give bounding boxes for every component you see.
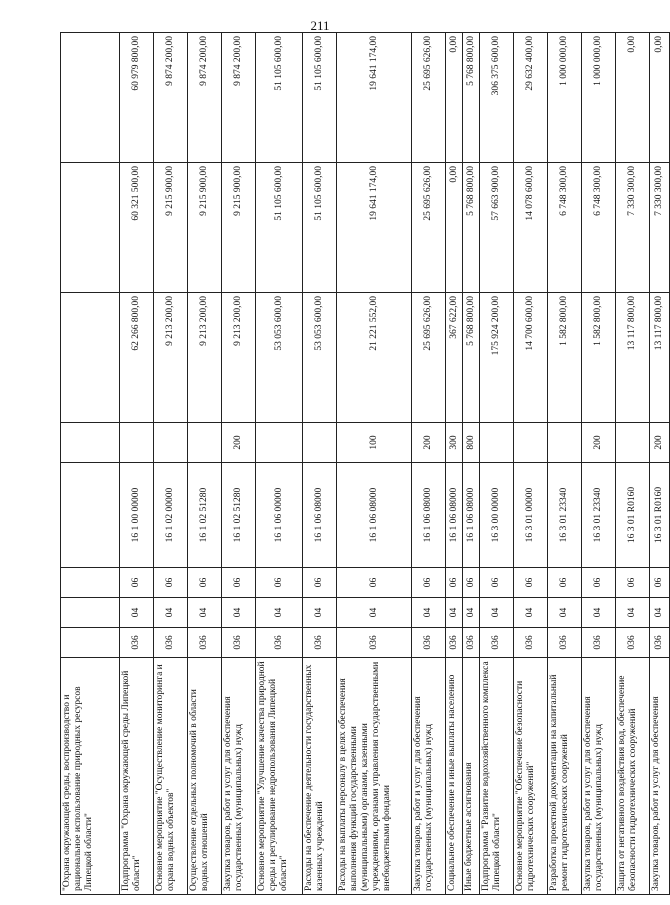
value-year-3: 60 979 800,00: [120, 33, 154, 163]
code-ministry: 036: [120, 628, 154, 658]
value-year-3: 0,00: [446, 33, 463, 163]
code-section: 04: [303, 598, 337, 628]
table-row: [222, 33, 256, 895]
code-subsection: 06: [303, 568, 337, 598]
code-subsection: 06: [548, 568, 582, 598]
value-year-2: 6 748 300,00: [582, 163, 616, 293]
budget-table: [60, 32, 670, 895]
code-section: 04: [188, 598, 222, 628]
value-year-1: 9 213 200,00: [154, 293, 188, 423]
value-year-2: 57 663 900,00: [480, 163, 514, 293]
code-subsection: [61, 568, 120, 598]
table-row: [548, 33, 582, 895]
code-expense-type: [61, 423, 120, 463]
table-row: [650, 33, 670, 895]
table-row: [446, 33, 463, 895]
value-year-2: 14 078 600,00: [514, 163, 548, 293]
value-year-2: 0,00: [446, 163, 463, 293]
row-name: Защита от негативного воздействия вод, обеспечение безопасности гидротехнических сооружений: [616, 658, 650, 895]
value-year-2: 51 105 600,00: [256, 163, 303, 293]
value-year-2: 19 641 174,00: [337, 163, 412, 293]
value-year-1: 367 622,00: [446, 293, 463, 423]
table-row: [480, 33, 514, 895]
code-section: 04: [582, 598, 616, 628]
code-subsection: 06: [154, 568, 188, 598]
code-subsection: 06: [412, 568, 446, 598]
value-year-1: 13 117 800,00: [616, 293, 650, 423]
row-name: Основное мероприятие "Улучшение качества природной среды и регулирование недропользования Липецкой области": [256, 658, 303, 895]
code-subsection: 06: [616, 568, 650, 598]
value-year-3: 1 000 000,00: [582, 33, 616, 163]
code-section: 04: [548, 598, 582, 628]
code-ministry: 036: [256, 628, 303, 658]
code-target: 16 3 00 00000: [480, 463, 514, 568]
table-row: [61, 33, 120, 895]
code-target: 16 1 02 00000: [154, 463, 188, 568]
code-section: 04: [463, 598, 480, 628]
value-year-2: 5 768 800,00: [463, 163, 480, 293]
code-ministry: [61, 628, 120, 658]
table-row: [154, 33, 188, 895]
table-row: [582, 33, 616, 895]
code-section: 04: [616, 598, 650, 628]
value-year-3: 5 768 800,00: [463, 33, 480, 163]
row-name: Основное мероприятие "Обеспечение безопасности гидротехнических сооружений": [514, 658, 548, 895]
value-year-1: 13 117 800,00: [650, 293, 670, 423]
code-expense-type: [154, 423, 188, 463]
code-ministry: 036: [337, 628, 412, 658]
table-row: [514, 33, 548, 895]
code-subsection: 06: [222, 568, 256, 598]
table-row: [256, 33, 303, 895]
code-section: 04: [514, 598, 548, 628]
code-section: 04: [120, 598, 154, 628]
value-year-1: 53 053 600,00: [303, 293, 337, 423]
row-name: Закупка товаров, работ и услуг для обеспечения государственных (муниципальных) нужд: [582, 658, 616, 895]
code-target: 16 3 01 R0160: [650, 463, 670, 568]
table-row: [303, 33, 337, 895]
value-year-1: 14 700 600,00: [514, 293, 548, 423]
code-ministry: 036: [616, 628, 650, 658]
table-row: [463, 33, 480, 895]
value-year-1: 53 053 600,00: [256, 293, 303, 423]
value-year-2: 9 215 900,00: [222, 163, 256, 293]
value-year-3: 1 000 000,00: [548, 33, 582, 163]
value-year-3: 51 105 600,00: [256, 33, 303, 163]
rotated-table-container: [60, 33, 664, 895]
code-subsection: 06: [188, 568, 222, 598]
value-year-1: 9 213 200,00: [222, 293, 256, 423]
code-section: 04: [480, 598, 514, 628]
code-expense-type: [548, 423, 582, 463]
value-year-2: 7 330 300,00: [616, 163, 650, 293]
value-year-1: 175 924 200,00: [480, 293, 514, 423]
value-year-3: 25 695 626,00: [412, 33, 446, 163]
value-year-1: 5 768 800,00: [463, 293, 480, 423]
code-section: 04: [650, 598, 670, 628]
value-year-2: 51 105 600,00: [303, 163, 337, 293]
code-expense-type: 100: [337, 423, 412, 463]
value-year-1: 25 695 626,00: [412, 293, 446, 423]
table-row: [412, 33, 446, 895]
row-name: Осуществление отдельных полномочий в области водных отношений: [188, 658, 222, 895]
code-ministry: 036: [514, 628, 548, 658]
code-target: 16 3 01 R0160: [616, 463, 650, 568]
code-subsection: 06: [463, 568, 480, 598]
code-target: 16 1 00 00000: [120, 463, 154, 568]
row-name: Подпрограмма "Развитие водохозяйственного комплекса Липецкой области": [480, 658, 514, 895]
table-row: [337, 33, 412, 895]
code-section: 04: [412, 598, 446, 628]
code-ministry: 036: [446, 628, 463, 658]
row-name: Иные бюджетные ассигнования: [463, 658, 480, 895]
table-row: [616, 33, 650, 895]
row-name: Закупка товаров, работ и услуг для обеспечения государственных (муниципальных) нужд: [222, 658, 256, 895]
value-year-3: 9 874 200,00: [222, 33, 256, 163]
code-target: 16 1 06 00000: [256, 463, 303, 568]
value-year-2: 9 215 900,00: [188, 163, 222, 293]
row-name: "Охрана окружающей среды, воспроизводство и рациональное использование природных ресурсов Липецкой области": [61, 658, 120, 895]
code-subsection: 06: [120, 568, 154, 598]
value-year-3: [61, 33, 120, 163]
code-target: 16 1 06 08000: [337, 463, 412, 568]
code-section: 04: [337, 598, 412, 628]
code-expense-type: 200: [412, 423, 446, 463]
code-expense-type: [188, 423, 222, 463]
value-year-3: 9 874 200,00: [154, 33, 188, 163]
code-ministry: 036: [412, 628, 446, 658]
code-ministry: 036: [548, 628, 582, 658]
code-ministry: 036: [222, 628, 256, 658]
code-ministry: 036: [650, 628, 670, 658]
value-year-1: 1 582 800,00: [548, 293, 582, 423]
code-expense-type: 200: [650, 423, 670, 463]
code-ministry: 036: [188, 628, 222, 658]
code-subsection: 06: [480, 568, 514, 598]
value-year-1: 9 213 200,00: [188, 293, 222, 423]
value-year-3: 306 375 600,00: [480, 33, 514, 163]
code-section: 04: [446, 598, 463, 628]
row-name: Закупка товаров, работ и услуг для обеспечения: [650, 658, 670, 895]
code-subsection: 06: [337, 568, 412, 598]
value-year-2: 6 748 300,00: [548, 163, 582, 293]
code-target: 16 1 02 51280: [188, 463, 222, 568]
code-target: 16 1 06 08000: [412, 463, 446, 568]
code-ministry: 036: [480, 628, 514, 658]
value-year-1: 1 582 800,00: [582, 293, 616, 423]
code-subsection: 06: [256, 568, 303, 598]
row-name: Социальное обеспечение и иные выплаты населению: [446, 658, 463, 895]
code-target: 16 1 02 51280: [222, 463, 256, 568]
row-name: Разработка проектной документации на капитальный ремонт гидротехнических сооружений: [548, 658, 582, 895]
code-section: 04: [222, 598, 256, 628]
code-target: 16 1 06 08000: [446, 463, 463, 568]
code-subsection: 06: [514, 568, 548, 598]
code-target: 16 3 01 00000: [514, 463, 548, 568]
rotated-table-area: [60, 33, 664, 895]
table-row: [188, 33, 222, 895]
code-ministry: 036: [154, 628, 188, 658]
code-expense-type: [616, 423, 650, 463]
code-expense-type: [303, 423, 337, 463]
code-expense-type: 200: [582, 423, 616, 463]
code-expense-type: [120, 423, 154, 463]
value-year-3: 51 105 600,00: [303, 33, 337, 163]
table-row: [120, 33, 154, 895]
value-year-3: 0,00: [616, 33, 650, 163]
row-name: Расходы на обеспечение деятельности государственных казенных учреждений: [303, 658, 337, 895]
value-year-1: 62 266 800,00: [120, 293, 154, 423]
code-section: [61, 598, 120, 628]
value-year-1: [61, 293, 120, 423]
code-subsection: 06: [446, 568, 463, 598]
code-target: 16 1 06 08000: [463, 463, 480, 568]
code-expense-type: 200: [222, 423, 256, 463]
value-year-3: 19 641 174,00: [337, 33, 412, 163]
code-expense-type: 800: [463, 423, 480, 463]
row-name: Основное мероприятие "Осуществление мониторинга и охрана водных объектов": [154, 658, 188, 895]
code-target: 16 3 01 23340: [582, 463, 616, 568]
value-year-3: 9 874 200,00: [188, 33, 222, 163]
value-year-3: 29 632 400,00: [514, 33, 548, 163]
code-ministry: 036: [582, 628, 616, 658]
page-number: 211: [310, 18, 330, 33]
value-year-3: 0,00: [650, 33, 670, 163]
code-ministry: 036: [463, 628, 480, 658]
value-year-2: 7 330 300,00: [650, 163, 670, 293]
value-year-2: 25 695 626,00: [412, 163, 446, 293]
code-target: 16 3 01 23340: [548, 463, 582, 568]
code-section: 04: [154, 598, 188, 628]
value-year-2: 60 321 500,00: [120, 163, 154, 293]
code-expense-type: 300: [446, 423, 463, 463]
code-expense-type: [514, 423, 548, 463]
code-subsection: 06: [650, 568, 670, 598]
value-year-2: [61, 163, 120, 293]
row-name: Подпрограмма "Охрана окружающей среды Липецкой области": [120, 658, 154, 895]
row-name: Закупка товаров, работ и услуг для обеспечения государственных (муниципальных) нужд: [412, 658, 446, 895]
value-year-1: 21 221 552,00: [337, 293, 412, 423]
value-year-2: 9 215 900,00: [154, 163, 188, 293]
code-subsection: 06: [582, 568, 616, 598]
code-ministry: 036: [303, 628, 337, 658]
code-expense-type: [256, 423, 303, 463]
code-expense-type: [480, 423, 514, 463]
code-target: [61, 463, 120, 568]
code-section: 04: [256, 598, 303, 628]
row-name: Расходы на выплаты персоналу в целях обеспечения выполнения функций государственными (муниципальными) органами, казенными учреждениями, органами управления государственными внебюджетными фондами: [337, 658, 412, 895]
code-target: 16 1 06 08000: [303, 463, 337, 568]
